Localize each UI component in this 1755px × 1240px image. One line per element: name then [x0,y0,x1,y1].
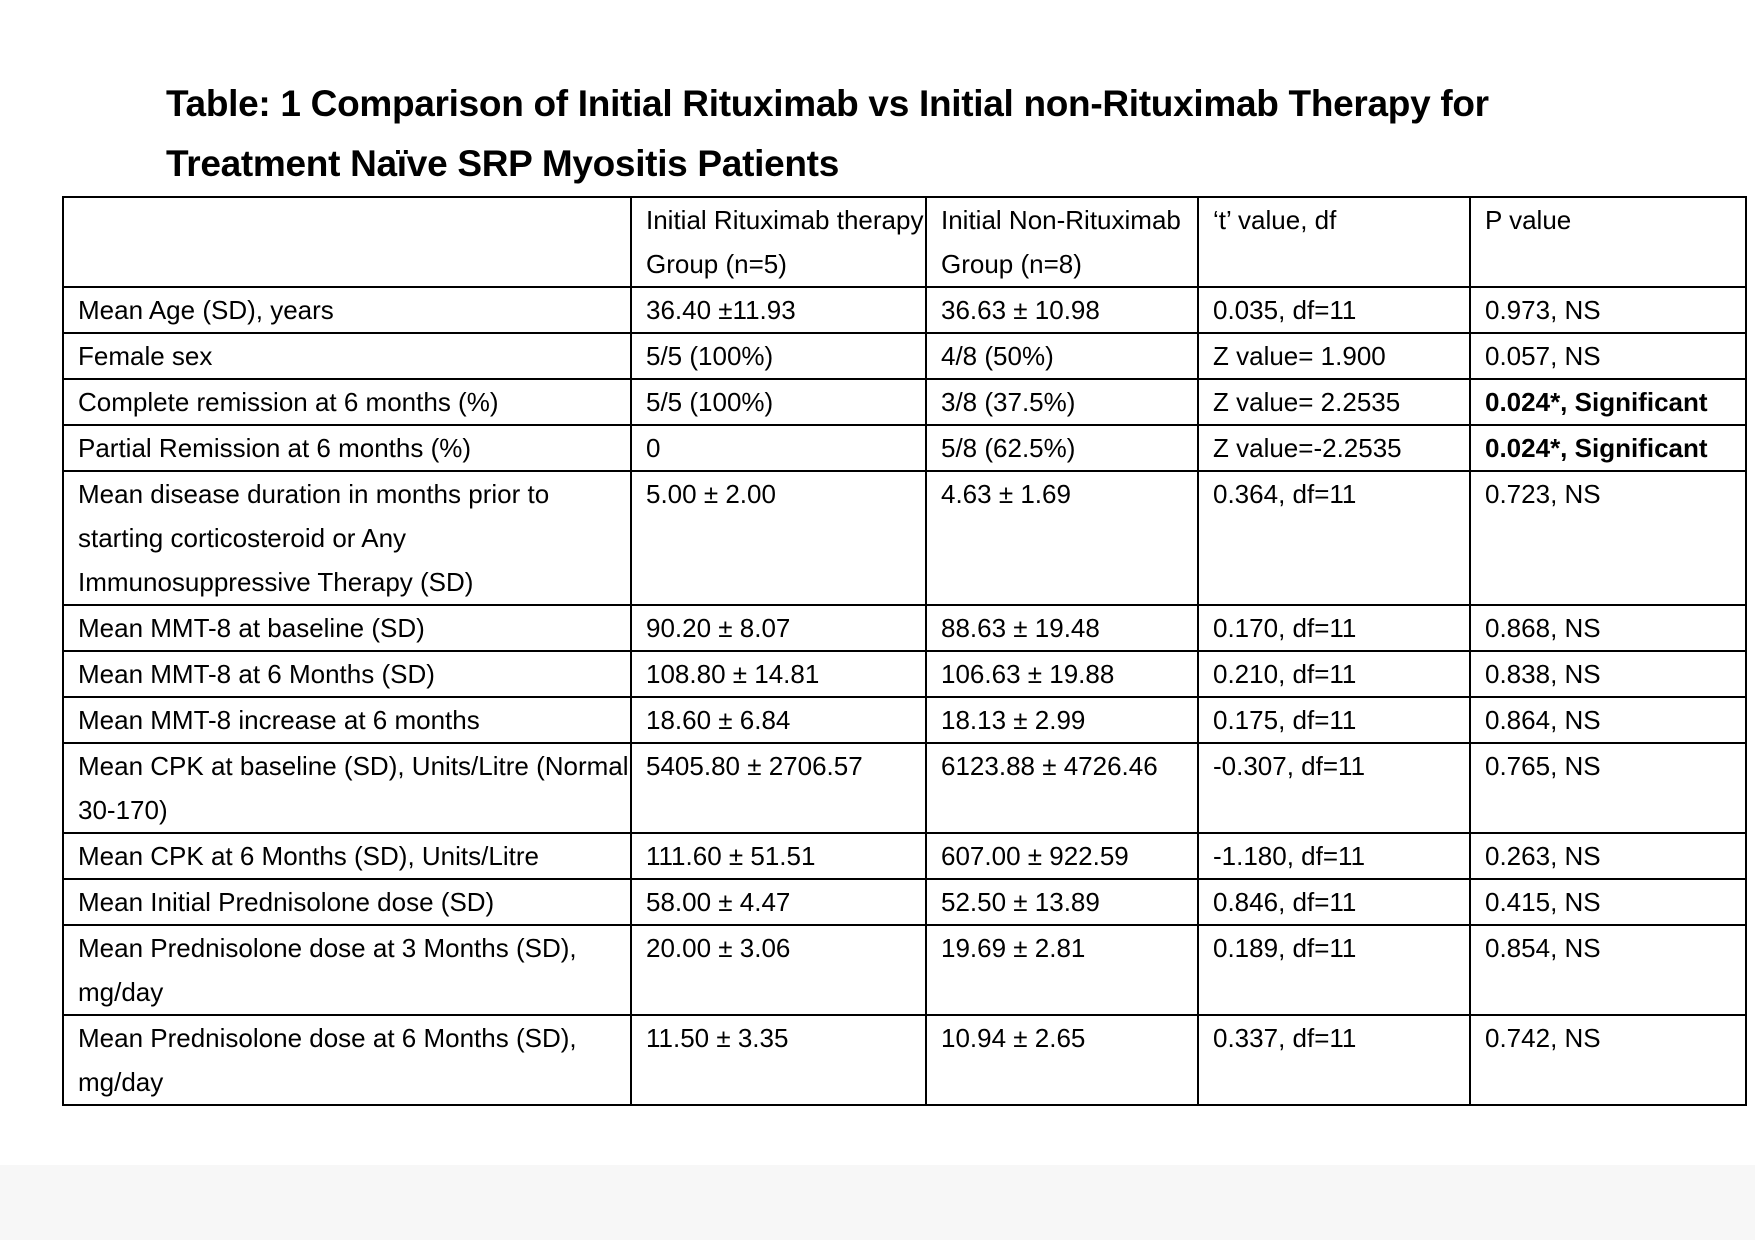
p-value: 0.057, NS [1470,333,1746,379]
comparison-table [62,196,1747,1106]
non-rituximab-value: 4.63 ± 1.69 [926,471,1198,605]
p-value: 0.723, NS [1470,471,1746,605]
row-label: Mean CPK at baseline (SD), Units/Litre (Normal 30-170) [63,743,631,833]
header-p-value: P value [1470,197,1746,287]
t-value: -0.307, df=11 [1198,743,1470,833]
t-value: 0.846, df=11 [1198,879,1470,925]
t-value: 0.175, df=11 [1198,697,1470,743]
table-row [63,333,1746,379]
rituximab-value: 5/5 (100%) [631,379,926,425]
table-row [63,1015,1746,1105]
row-label: Mean disease duration in months prior to starting corticosteroid or Any Immunosuppressive Therapy (SD) [63,471,631,605]
p-value: 0.973, NS [1470,287,1746,333]
non-rituximab-value: 18.13 ± 2.99 [926,697,1198,743]
t-value: Z value=-2.2535 [1198,425,1470,471]
table-row [63,879,1746,925]
t-value: 0.337, df=11 [1198,1015,1470,1105]
rituximab-value: 58.00 ± 4.47 [631,879,926,925]
table-row [63,697,1746,743]
table-row [63,425,1746,471]
non-rituximab-value: 52.50 ± 13.89 [926,879,1198,925]
p-value: 0.415, NS [1470,879,1746,925]
table-row [63,287,1746,333]
rituximab-value: 0 [631,425,926,471]
p-value-significant: 0.024*, Significant [1470,379,1746,425]
title-line-1: Table: 1 Comparison of Initial Rituximab vs Initial non-Rituximab Therapy for [166,83,1489,124]
row-label: Mean Prednisolone dose at 6 Months (SD), mg/day [63,1015,631,1105]
header-rituximab-group: Initial Rituximab therapy Group (n=5) [631,197,926,287]
row-label: Mean Initial Prednisolone dose (SD) [63,879,631,925]
p-value: 0.765, NS [1470,743,1746,833]
non-rituximab-value: 5/8 (62.5%) [926,425,1198,471]
t-value: Z value= 2.2535 [1198,379,1470,425]
p-value: 0.868, NS [1470,605,1746,651]
rituximab-value: 18.60 ± 6.84 [631,697,926,743]
t-value: 0.364, df=11 [1198,471,1470,605]
p-value: 0.742, NS [1470,1015,1746,1105]
row-label: Mean Prednisolone dose at 3 Months (SD), mg/day [63,925,631,1015]
rituximab-value: 5/5 (100%) [631,333,926,379]
row-label: Partial Remission at 6 months (%) [63,425,631,471]
header-row [63,197,1746,287]
non-rituximab-value: 3/8 (37.5%) [926,379,1198,425]
non-rituximab-value: 607.00 ± 922.59 [926,833,1198,879]
rituximab-value: 111.60 ± 51.51 [631,833,926,879]
p-value: 0.263, NS [1470,833,1746,879]
header-non-rituximab-group: Initial Non-Rituximab Group (n=8) [926,197,1198,287]
non-rituximab-value: 4/8 (50%) [926,333,1198,379]
row-label: Mean Age (SD), years [63,287,631,333]
page-bottom-band [0,1165,1755,1240]
rituximab-value: 5405.80 ± 2706.57 [631,743,926,833]
non-rituximab-value: 19.69 ± 2.81 [926,925,1198,1015]
non-rituximab-value: 106.63 ± 19.88 [926,651,1198,697]
table-row [63,743,1746,833]
p-value-significant: 0.024*, Significant [1470,425,1746,471]
table-row [63,833,1746,879]
row-label: Mean MMT-8 at 6 Months (SD) [63,651,631,697]
rituximab-value: 5.00 ± 2.00 [631,471,926,605]
non-rituximab-value: 36.63 ± 10.98 [926,287,1198,333]
row-label: Mean MMT-8 increase at 6 months [63,697,631,743]
row-label: Mean CPK at 6 Months (SD), Units/Litre [63,833,631,879]
row-label: Mean MMT-8 at baseline (SD) [63,605,631,651]
non-rituximab-value: 10.94 ± 2.65 [926,1015,1198,1105]
rituximab-value: 36.40 ±11.93 [631,287,926,333]
table-row [63,605,1746,651]
t-value: 0.170, df=11 [1198,605,1470,651]
non-rituximab-value: 88.63 ± 19.48 [926,605,1198,651]
table-row [63,471,1746,605]
t-value: 0.210, df=11 [1198,651,1470,697]
t-value: 0.189, df=11 [1198,925,1470,1015]
title-line-2: Treatment Naïve SRP Myositis Patients [166,143,839,184]
page-title [166,74,1666,194]
header-t-value: ‘t’ value, df [1198,197,1470,287]
p-value: 0.854, NS [1470,925,1746,1015]
rituximab-value: 90.20 ± 8.07 [631,605,926,651]
row-label: Complete remission at 6 months (%) [63,379,631,425]
table-row [63,925,1746,1015]
header-label-cell [63,197,631,287]
row-label: Female sex [63,333,631,379]
p-value: 0.864, NS [1470,697,1746,743]
rituximab-value: 20.00 ± 3.06 [631,925,926,1015]
t-value: Z value= 1.900 [1198,333,1470,379]
rituximab-value: 11.50 ± 3.35 [631,1015,926,1105]
non-rituximab-value: 6123.88 ± 4726.46 [926,743,1198,833]
p-value: 0.838, NS [1470,651,1746,697]
table-row [63,651,1746,697]
rituximab-value: 108.80 ± 14.81 [631,651,926,697]
t-value: -1.180, df=11 [1198,833,1470,879]
table-row [63,379,1746,425]
t-value: 0.035, df=11 [1198,287,1470,333]
